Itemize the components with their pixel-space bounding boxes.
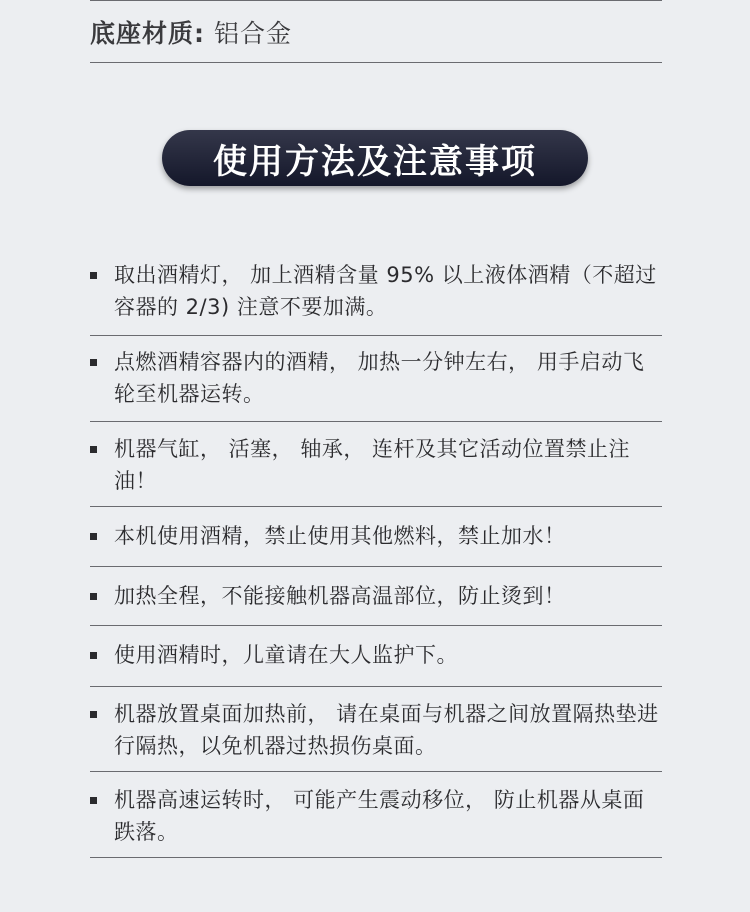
bullet-icon — [90, 797, 97, 804]
note-text: 取出酒精灯， 加上酒精含量 95% 以上液体酒精（不超过容器的 2/3) 注意不要加满。 — [114, 263, 657, 319]
note-divider — [90, 421, 662, 422]
top-divider — [90, 0, 662, 1]
note-item — [90, 580, 662, 612]
spec-value: 铝合金 — [213, 19, 292, 48]
spec-label: 底座材质: — [90, 19, 205, 48]
note-item — [90, 698, 662, 762]
bullet-icon — [90, 593, 97, 600]
bullet-icon — [90, 446, 97, 453]
note-text: 机器放置桌面加热前， 请在桌面与机器之间放置隔热垫进行隔热，以免机器过热损伤桌面。 — [114, 702, 659, 758]
note-divider — [90, 566, 662, 567]
note-text: 使用酒精时，儿童请在大人监护下。 — [114, 643, 458, 667]
note-item — [90, 346, 662, 410]
bullet-icon — [90, 652, 97, 659]
bullet-icon — [90, 711, 97, 718]
section-title: 使用方法及注意事项 — [213, 141, 537, 182]
note-text: 点燃酒精容器内的酒精， 加热一分钟左右， 用手启动飞轮至机器运转。 — [114, 350, 645, 406]
note-text: 机器高速运转时， 可能产生震动移位， 防止机器从桌面跌落。 — [114, 788, 645, 844]
note-item — [90, 259, 662, 323]
note-divider — [90, 335, 662, 336]
spec-divider — [90, 62, 662, 63]
note-text: 机器气缸， 活塞， 轴承， 连杆及其它活动位置禁止注油！ — [114, 437, 631, 493]
bullet-icon — [90, 533, 97, 540]
note-text: 本机使用酒精，禁止使用其他燃料，禁止加水！ — [114, 524, 566, 548]
spec-row — [90, 14, 292, 54]
bullet-icon — [90, 359, 97, 366]
note-divider — [90, 686, 662, 687]
note-divider — [90, 771, 662, 772]
note-divider — [90, 506, 662, 507]
bullet-icon — [90, 272, 97, 279]
note-item — [90, 639, 662, 671]
section-title-banner — [162, 130, 588, 186]
note-item — [90, 520, 662, 552]
note-item — [90, 784, 662, 848]
bottom-divider — [90, 857, 662, 858]
note-text: 加热全程，不能接触机器高温部位，防止烫到！ — [114, 584, 566, 608]
note-divider — [90, 625, 662, 626]
note-item — [90, 433, 662, 497]
